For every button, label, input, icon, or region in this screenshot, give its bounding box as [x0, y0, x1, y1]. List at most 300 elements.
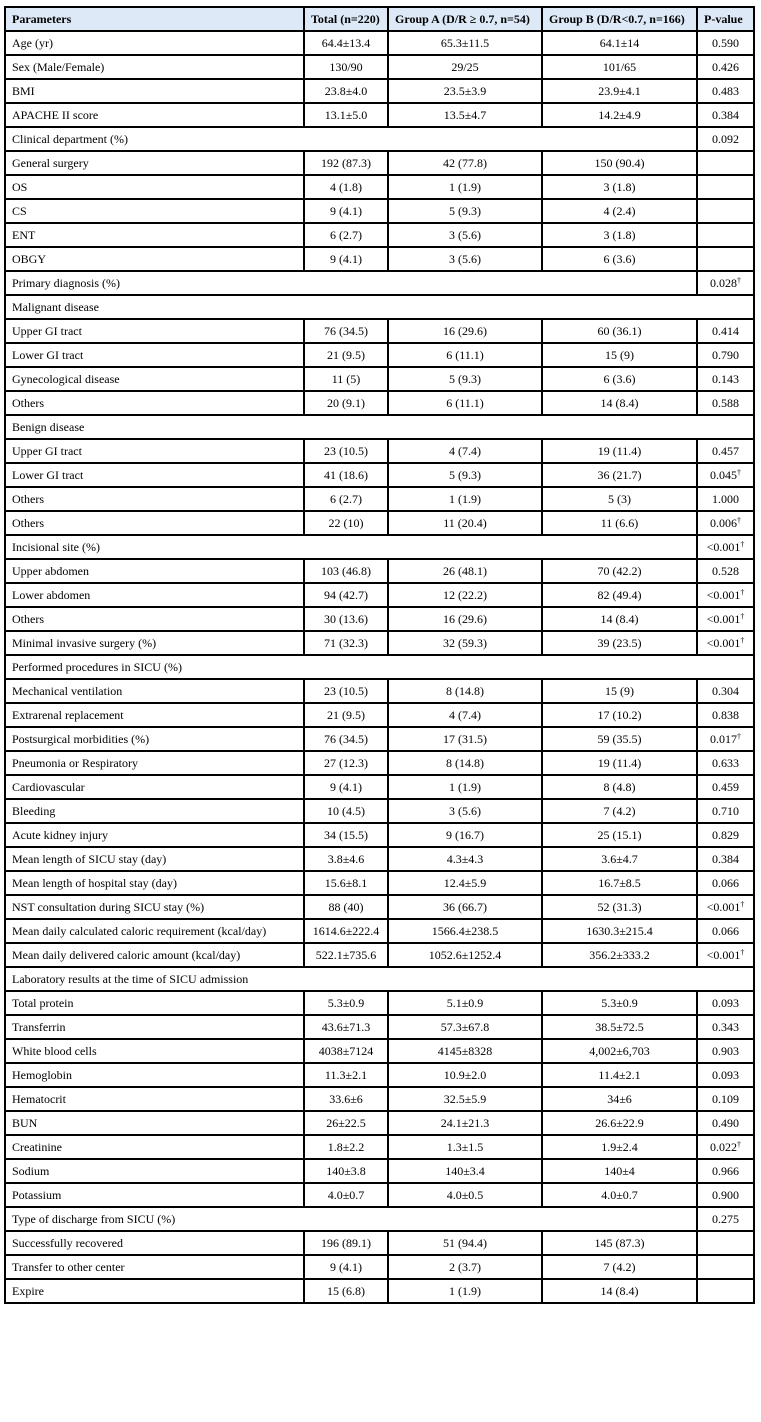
table-row [5, 871, 754, 895]
p-value-cell [697, 535, 754, 559]
row-parameter: Others [5, 487, 304, 511]
table-row [5, 1039, 754, 1063]
row-parameter: Minimal invasive surgery (%) [5, 631, 304, 655]
row-parameter: NST consultation during SICU stay (%) [5, 895, 304, 919]
row-total: 4038±7124 [304, 1039, 388, 1063]
row-group-b: 19 (11.4) [542, 751, 697, 775]
table-row [5, 79, 754, 103]
row-total: 27 (12.3) [304, 751, 388, 775]
significance-dagger: † [737, 515, 741, 525]
p-value-cell [697, 439, 754, 463]
row-group-b: 3 (1.8) [542, 175, 697, 199]
row-group-a: 140±3.4 [388, 1159, 542, 1183]
row-group-b: 6 (3.6) [542, 247, 697, 271]
row-group-b: 6 (3.6) [542, 367, 697, 391]
row-parameter: CS [5, 199, 304, 223]
p-value-cell [697, 343, 754, 367]
p-value: 0.384 [712, 851, 739, 866]
table-row [5, 223, 754, 247]
row-parameter: Upper abdomen [5, 559, 304, 583]
p-value-cell [697, 799, 754, 823]
row-parameter: Mean length of hospital stay (day) [5, 871, 304, 895]
table-row [5, 343, 754, 367]
row-parameter: Successfully recovered [5, 1231, 304, 1255]
row-group-a: 36 (66.7) [388, 895, 542, 919]
row-group-a: 24.1±21.3 [388, 1111, 542, 1135]
row-total: 20 (9.1) [304, 391, 388, 415]
section-row [5, 1207, 754, 1231]
p-value-cell [697, 607, 754, 631]
p-value: 0.633 [712, 755, 739, 770]
row-total: 23 (10.5) [304, 439, 388, 463]
table-row [5, 199, 754, 223]
p-value: 0.838 [712, 707, 739, 722]
section-row [5, 415, 754, 439]
p-value: 0.903 [712, 1043, 739, 1058]
row-group-b: 4,002±6,703 [542, 1039, 697, 1063]
p-value: 0.790 [712, 347, 739, 362]
p-value-cell [697, 151, 754, 175]
table-row [5, 751, 754, 775]
row-group-b: 52 (31.3) [542, 895, 697, 919]
section-row [5, 655, 754, 679]
table-row [5, 151, 754, 175]
table-row [5, 1015, 754, 1039]
p-value-cell [697, 1087, 754, 1111]
row-total: 192 (87.3) [304, 151, 388, 175]
row-total: 4 (1.8) [304, 175, 388, 199]
row-parameter: Extrarenal replacement [5, 703, 304, 727]
p-value-cell [697, 1255, 754, 1279]
row-total: 76 (34.5) [304, 727, 388, 751]
row-group-b: 14 (8.4) [542, 607, 697, 631]
row-total: 1.8±2.2 [304, 1135, 388, 1159]
table-row [5, 703, 754, 727]
row-group-b: 15 (9) [542, 679, 697, 703]
row-group-a: 4145±8328 [388, 1039, 542, 1063]
row-total: 6 (2.7) [304, 487, 388, 511]
table-row [5, 247, 754, 271]
table-row [5, 775, 754, 799]
p-value-cell [697, 631, 754, 655]
row-total: 3.8±4.6 [304, 847, 388, 871]
row-group-a: 12.4±5.9 [388, 871, 542, 895]
row-total: 6 (2.7) [304, 223, 388, 247]
row-group-a: 8 (14.8) [388, 679, 542, 703]
p-value: 0.966 [712, 1163, 739, 1178]
row-total: 9 (4.1) [304, 247, 388, 271]
row-group-b: 38.5±72.5 [542, 1015, 697, 1039]
row-group-b: 23.9±4.1 [542, 79, 697, 103]
row-group-b: 14 (8.4) [542, 391, 697, 415]
row-parameter: Postsurgical morbidities (%) [5, 727, 304, 751]
row-group-b: 17 (10.2) [542, 703, 697, 727]
parameters-table [4, 6, 755, 1304]
p-value: 1.000 [712, 491, 739, 506]
header-p-value: P-value [697, 7, 754, 31]
row-parameter: BMI [5, 79, 304, 103]
row-parameter: Total protein [5, 991, 304, 1015]
section-row [5, 967, 754, 991]
row-group-a: 13.5±4.7 [388, 103, 542, 127]
p-value-cell [697, 943, 754, 967]
row-group-b: 14.2±4.9 [542, 103, 697, 127]
row-total: 26±22.5 [304, 1111, 388, 1135]
row-group-a: 6 (11.1) [388, 391, 542, 415]
row-total: 76 (34.5) [304, 319, 388, 343]
p-value-cell [697, 703, 754, 727]
row-group-b: 36 (21.7) [542, 463, 697, 487]
table-row [5, 1135, 754, 1159]
significance-dagger: † [740, 635, 745, 645]
row-parameter: ENT [5, 223, 304, 247]
row-group-b: 59 (35.5) [542, 727, 697, 751]
row-group-b: 150 (90.4) [542, 151, 697, 175]
row-parameter: Others [5, 607, 304, 631]
p-value-cell [697, 1231, 754, 1255]
row-group-b: 11 (6.6) [542, 511, 697, 535]
row-total: 23 (10.5) [304, 679, 388, 703]
row-group-a: 1.3±1.5 [388, 1135, 542, 1159]
row-total: 1614.6±222.4 [304, 919, 388, 943]
row-group-b: 101/65 [542, 55, 697, 79]
p-value: 0.900 [712, 1187, 739, 1202]
p-value-cell [697, 1039, 754, 1063]
p-value-cell [697, 199, 754, 223]
table-row [5, 607, 754, 631]
section-label: Benign disease [5, 415, 754, 439]
p-value: 0.045 [710, 467, 737, 482]
row-group-a: 57.3±67.8 [388, 1015, 542, 1039]
p-value-cell [697, 1111, 754, 1135]
p-value: <0.001 [706, 539, 741, 554]
row-parameter: Lower GI tract [5, 343, 304, 367]
table-row [5, 559, 754, 583]
row-parameter: Upper GI tract [5, 439, 304, 463]
p-value-cell [697, 1063, 754, 1087]
section-label: Incisional site (%) [5, 535, 697, 559]
row-total: 140±3.8 [304, 1159, 388, 1183]
p-value: 0.343 [712, 1019, 739, 1034]
row-total: 23.8±4.0 [304, 79, 388, 103]
row-parameter: OBGY [5, 247, 304, 271]
row-group-a: 16 (29.6) [388, 319, 542, 343]
p-value-cell [697, 223, 754, 247]
row-total: 21 (9.5) [304, 703, 388, 727]
header-group-b: Group B (D/R<0.7, n=166) [542, 7, 697, 31]
row-group-b: 1630.3±215.4 [542, 919, 697, 943]
p-value: <0.001 [706, 587, 741, 602]
p-value: 0.275 [712, 1211, 739, 1226]
row-group-a: 51 (94.4) [388, 1231, 542, 1255]
row-parameter: OS [5, 175, 304, 199]
row-group-b: 1.9±2.4 [542, 1135, 697, 1159]
p-value: <0.001 [706, 635, 741, 650]
p-value: <0.001 [706, 899, 741, 914]
row-parameter: Mechanical ventilation [5, 679, 304, 703]
p-value: 0.414 [712, 323, 739, 338]
p-value-cell [697, 871, 754, 895]
p-value: 0.457 [712, 443, 739, 458]
section-label: Performed procedures in SICU (%) [5, 655, 754, 679]
row-group-a: 1052.6±1252.4 [388, 943, 542, 967]
row-total: 88 (40) [304, 895, 388, 919]
p-value-cell [697, 847, 754, 871]
p-value: 0.588 [712, 395, 739, 410]
significance-dagger: † [740, 539, 745, 549]
p-value: 0.109 [712, 1091, 739, 1106]
row-group-a: 5.1±0.9 [388, 991, 542, 1015]
p-value-cell [697, 751, 754, 775]
row-group-a: 16 (29.6) [388, 607, 542, 631]
table-row [5, 55, 754, 79]
row-group-b: 5 (3) [542, 487, 697, 511]
p-value: 0.006 [710, 515, 737, 530]
row-parameter: Creatinine [5, 1135, 304, 1159]
p-value-cell [697, 559, 754, 583]
row-group-b: 15 (9) [542, 343, 697, 367]
row-total: 21 (9.5) [304, 343, 388, 367]
row-group-a: 10.9±2.0 [388, 1063, 542, 1087]
p-value-cell [697, 1207, 754, 1231]
significance-dagger: † [737, 731, 741, 741]
table-row [5, 463, 754, 487]
table-row [5, 319, 754, 343]
row-parameter: BUN [5, 1111, 304, 1135]
table-row [5, 943, 754, 967]
row-parameter: Bleeding [5, 799, 304, 823]
row-total: 196 (89.1) [304, 1231, 388, 1255]
table-row [5, 1159, 754, 1183]
table-row [5, 439, 754, 463]
row-group-b: 60 (36.1) [542, 319, 697, 343]
row-group-a: 5 (9.3) [388, 367, 542, 391]
p-value-cell [697, 823, 754, 847]
significance-dagger: † [740, 587, 745, 597]
table-row [5, 391, 754, 415]
table-row [5, 367, 754, 391]
row-group-b: 3 (1.8) [542, 223, 697, 247]
row-group-b: 11.4±2.1 [542, 1063, 697, 1087]
p-value-cell [697, 895, 754, 919]
row-group-a: 2 (3.7) [388, 1255, 542, 1279]
p-value: 0.093 [712, 995, 739, 1010]
row-group-a: 3 (5.6) [388, 247, 542, 271]
row-total: 15.6±8.1 [304, 871, 388, 895]
row-group-b: 356.2±333.2 [542, 943, 697, 967]
row-group-a: 23.5±3.9 [388, 79, 542, 103]
row-group-a: 65.3±11.5 [388, 31, 542, 55]
p-value: 0.426 [712, 59, 739, 74]
p-value-cell [697, 1183, 754, 1207]
row-total: 522.1±735.6 [304, 943, 388, 967]
table-row [5, 1279, 754, 1303]
row-group-b: 64.1±14 [542, 31, 697, 55]
p-value: <0.001 [706, 947, 741, 962]
row-parameter: White blood cells [5, 1039, 304, 1063]
row-parameter: Expire [5, 1279, 304, 1303]
p-value: 0.066 [712, 923, 739, 938]
p-value: 0.590 [712, 35, 739, 50]
p-value-cell [697, 1279, 754, 1303]
row-group-a: 1 (1.9) [388, 1279, 542, 1303]
p-value-cell [697, 1135, 754, 1159]
header-total: Total (n=220) [304, 7, 388, 31]
row-parameter: Transfer to other center [5, 1255, 304, 1279]
row-parameter: Hematocrit [5, 1087, 304, 1111]
row-parameter: Lower abdomen [5, 583, 304, 607]
header-row [5, 7, 754, 31]
row-group-b: 25 (15.1) [542, 823, 697, 847]
significance-dagger: † [737, 1139, 741, 1149]
row-group-b: 82 (49.4) [542, 583, 697, 607]
significance-dagger: † [740, 899, 745, 909]
table-row [5, 679, 754, 703]
row-group-a: 1 (1.9) [388, 775, 542, 799]
section-label: Type of discharge from SICU (%) [5, 1207, 697, 1231]
p-value-cell [697, 511, 754, 535]
p-value-cell [697, 127, 754, 151]
p-value-cell [697, 271, 754, 295]
p-value-cell [697, 31, 754, 55]
row-group-a: 29/25 [388, 55, 542, 79]
p-value-cell [697, 583, 754, 607]
section-row [5, 535, 754, 559]
row-total: 64.4±13.4 [304, 31, 388, 55]
row-group-b: 39 (23.5) [542, 631, 697, 655]
row-parameter: Cardiovascular [5, 775, 304, 799]
p-value: <0.001 [706, 611, 741, 626]
section-row [5, 295, 754, 319]
row-group-a: 3 (5.6) [388, 799, 542, 823]
p-value: 0.710 [712, 803, 739, 818]
significance-dagger: † [740, 611, 745, 621]
row-total: 9 (4.1) [304, 775, 388, 799]
row-group-b: 5.3±0.9 [542, 991, 697, 1015]
row-parameter: Mean length of SICU stay (day) [5, 847, 304, 871]
row-group-b: 8 (4.8) [542, 775, 697, 799]
p-value: 0.490 [712, 1115, 739, 1130]
row-total: 130/90 [304, 55, 388, 79]
p-value: 0.384 [712, 107, 739, 122]
p-value: 0.528 [712, 563, 739, 578]
row-parameter: Others [5, 511, 304, 535]
row-parameter: Acute kidney injury [5, 823, 304, 847]
row-parameter: Gynecological disease [5, 367, 304, 391]
row-group-b: 34±6 [542, 1087, 697, 1111]
row-group-b: 4 (2.4) [542, 199, 697, 223]
p-value-cell [697, 247, 754, 271]
row-parameter: Mean daily delivered caloric amount (kcal/day) [5, 943, 304, 967]
row-parameter: Potassium [5, 1183, 304, 1207]
p-value-cell [697, 79, 754, 103]
row-total: 11.3±2.1 [304, 1063, 388, 1087]
p-value-cell [697, 727, 754, 751]
row-group-a: 4.0±0.5 [388, 1183, 542, 1207]
table-body [5, 31, 754, 1303]
p-value-cell [697, 103, 754, 127]
row-group-b: 26.6±22.9 [542, 1111, 697, 1135]
p-value-cell [697, 367, 754, 391]
row-parameter: Sex (Male/Female) [5, 55, 304, 79]
row-group-b: 16.7±8.5 [542, 871, 697, 895]
p-value-cell [697, 679, 754, 703]
row-total: 10 (4.5) [304, 799, 388, 823]
section-label: Malignant disease [5, 295, 754, 319]
row-group-a: 26 (48.1) [388, 559, 542, 583]
row-group-b: 19 (11.4) [542, 439, 697, 463]
row-group-a: 17 (31.5) [388, 727, 542, 751]
row-group-a: 32.5±5.9 [388, 1087, 542, 1111]
table-row [5, 511, 754, 535]
row-parameter: Mean daily calculated caloric requirement (kcal/day) [5, 919, 304, 943]
p-value: 0.093 [712, 1067, 739, 1082]
table-row [5, 1087, 754, 1111]
table-row [5, 991, 754, 1015]
row-total: 9 (4.1) [304, 1255, 388, 1279]
p-value: 0.022 [710, 1139, 737, 1154]
row-total: 11 (5) [304, 367, 388, 391]
table-row [5, 919, 754, 943]
significance-dagger: † [740, 947, 745, 957]
p-value-cell [697, 1015, 754, 1039]
row-total: 15 (6.8) [304, 1279, 388, 1303]
p-value-cell [697, 175, 754, 199]
table-row [5, 847, 754, 871]
section-label: Primary diagnosis (%) [5, 271, 697, 295]
table-row [5, 103, 754, 127]
row-group-b: 4.0±0.7 [542, 1183, 697, 1207]
p-value: 0.143 [712, 371, 739, 386]
p-value-cell [697, 463, 754, 487]
row-total: 41 (18.6) [304, 463, 388, 487]
p-value: 0.092 [712, 131, 739, 146]
row-total: 5.3±0.9 [304, 991, 388, 1015]
row-total: 33.6±6 [304, 1087, 388, 1111]
table-row [5, 895, 754, 919]
row-parameter: General surgery [5, 151, 304, 175]
row-group-a: 12 (22.2) [388, 583, 542, 607]
p-value-cell [697, 1159, 754, 1183]
header-parameters: Parameters [5, 7, 304, 31]
p-value: 0.459 [712, 779, 739, 794]
p-value-cell [697, 919, 754, 943]
row-group-a: 5 (9.3) [388, 463, 542, 487]
row-group-a: 9 (16.7) [388, 823, 542, 847]
p-value: 0.829 [712, 827, 739, 842]
table-row [5, 799, 754, 823]
row-group-b: 145 (87.3) [542, 1231, 697, 1255]
row-total: 43.6±71.3 [304, 1015, 388, 1039]
row-group-b: 70 (42.2) [542, 559, 697, 583]
p-value: 0.066 [712, 875, 739, 890]
table-row [5, 31, 754, 55]
row-total: 30 (13.6) [304, 607, 388, 631]
table-row [5, 1111, 754, 1135]
row-total: 94 (42.7) [304, 583, 388, 607]
row-parameter: Upper GI tract [5, 319, 304, 343]
p-value-cell [697, 391, 754, 415]
row-parameter: Lower GI tract [5, 463, 304, 487]
row-group-a: 3 (5.6) [388, 223, 542, 247]
row-parameter: APACHE II score [5, 103, 304, 127]
p-value-cell [697, 319, 754, 343]
row-group-a: 6 (11.1) [388, 343, 542, 367]
table-row [5, 175, 754, 199]
p-value-cell [697, 991, 754, 1015]
row-total: 4.0±0.7 [304, 1183, 388, 1207]
p-value-cell [697, 55, 754, 79]
